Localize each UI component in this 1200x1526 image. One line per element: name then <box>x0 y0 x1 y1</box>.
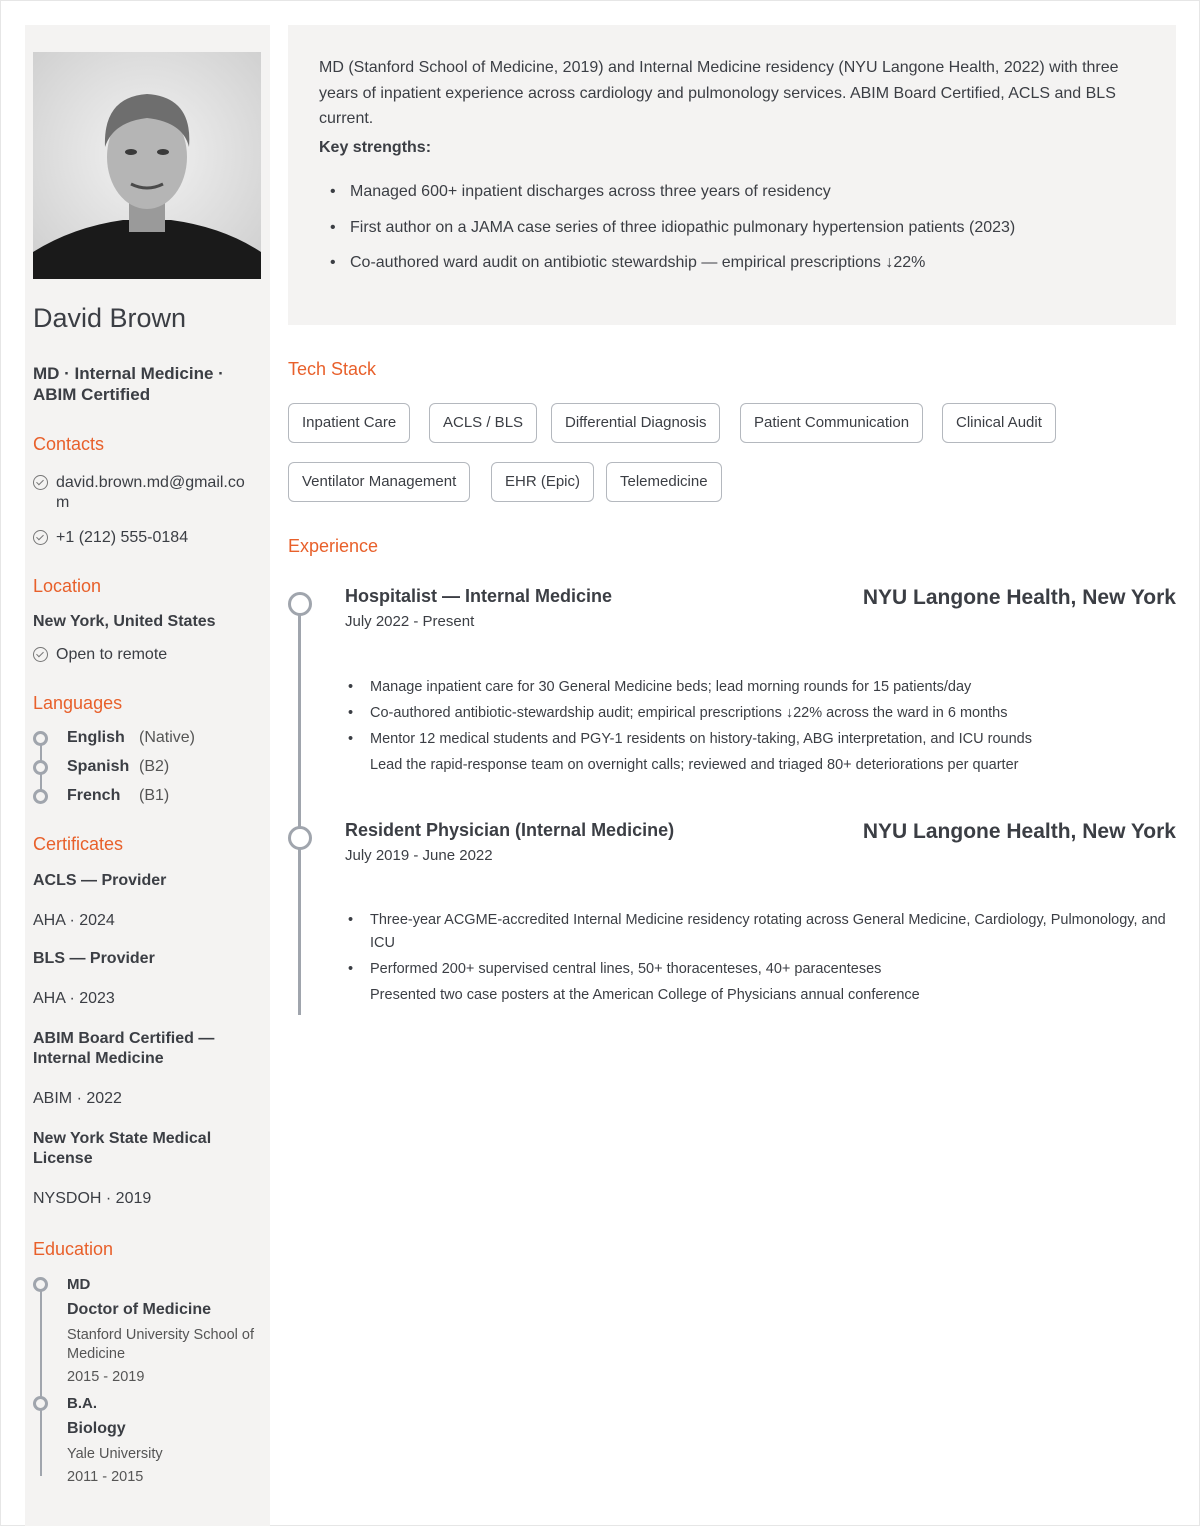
strength-item: • Managed 600+ inpatient discharges across three years of residency <box>330 183 831 200</box>
timeline-node <box>33 760 48 775</box>
remote-text: Open to remote <box>56 646 168 663</box>
sidebar <box>25 25 270 1526</box>
job-dates: July 2019 - June 2022 <box>345 847 493 864</box>
candidate-name: David Brown <box>33 303 187 333</box>
email-text: david.brown.md@gmail.com <box>56 474 245 511</box>
strength-text: First author on a JAMA case series of three idiopathic pulmonary hypertension patients (2023) <box>350 219 1016 236</box>
job-bullet: • Co-authored antibiotic-stewardship audit; empirical prescriptions ↓22% across the ward in 6 months <box>348 702 1168 725</box>
location-heading: Location <box>33 576 102 596</box>
strength-text: Co-authored ward audit on antibiotic stewardship — empirical prescriptions ↓22% <box>350 254 926 271</box>
remote-status <box>33 645 167 665</box>
strengths-heading: Key strengths: <box>319 139 432 156</box>
language-item <box>33 729 195 747</box>
certificates-heading: Certificates <box>33 834 124 854</box>
skill-chip: EHR (Epic) <box>491 462 594 502</box>
skill-chip: Clinical Audit <box>942 403 1056 443</box>
education-degree: MD <box>67 1276 91 1293</box>
skill-chip: Telemedicine <box>606 462 722 502</box>
certificate-issuer: AHA · 2023 <box>33 990 115 1007</box>
check-circle-icon <box>33 647 48 662</box>
job-bullet: • Performed 200+ supervised central lines, 50+ thoracenteses, 40+ paracenteses <box>348 958 1168 981</box>
check-circle-icon <box>33 475 48 490</box>
job-bullet: • Manage inpatient care for 30 General Medicine beds; lead morning rounds for 15 patients/day <box>348 676 1168 699</box>
education-field: Biology <box>67 1420 126 1437</box>
education-timeline <box>40 1288 42 1476</box>
language-level: (Native) <box>139 729 196 746</box>
job-title: Resident Physician (Internal Medicine) <box>345 820 675 840</box>
bullet-text: Three-year ACGME-accredited Internal Medicine residency rotating across General Medicine, Cardiology, Pulmonology, and ICU <box>370 912 1166 951</box>
job-bullet: • Three-year ACGME-accredited Internal Medicine residency rotating across General Medicine, Cardiology, Pulmonology, and ICU <box>348 909 1168 955</box>
skill-chip: ACLS / BLS <box>429 403 537 443</box>
language-level: (B1) <box>139 787 170 804</box>
skill-chip: Patient Communication <box>740 403 923 443</box>
bullet-text: Mentor 12 medical students and PGY-1 residents on history-taking, ABG interpretation, and ICU rounds <box>370 731 1032 747</box>
phone-text: +1 (212) 555-0184 <box>56 529 189 546</box>
education-heading: Education <box>33 1239 114 1259</box>
check-circle-icon <box>33 530 48 545</box>
education-school: Yale University <box>67 1446 163 1462</box>
strength-item: • First author on a JAMA case series of three idiopathic pulmonary hypertension patients (2023) <box>330 219 1016 236</box>
certificate-issuer: ABIM · 2022 <box>33 1090 122 1107</box>
summary-panel <box>288 25 1176 325</box>
contact-email[interactable] <box>33 473 258 513</box>
certificate-name: BLS — Provider <box>33 950 155 967</box>
certificate-issuer: AHA · 2024 <box>33 912 115 929</box>
strength-item: • Co-authored ward audit on antibiotic stewardship — empirical prescriptions ↓22% <box>330 254 926 271</box>
skill-chip: Ventilator Management <box>288 462 470 502</box>
language-name: Spanish <box>67 758 130 775</box>
job-title: Hospitalist — Internal Medicine <box>345 586 613 606</box>
timeline-node <box>288 592 312 616</box>
skill-chip: Inpatient Care <box>288 403 410 443</box>
timeline-node <box>33 789 48 804</box>
language-item <box>33 758 169 776</box>
job-note: Lead the rapid-response team on overnight calls; reviewed and triaged 80+ deteriorations per quarter <box>370 757 1019 773</box>
contacts-heading: Contacts <box>33 434 105 454</box>
language-item <box>33 787 169 805</box>
profile-photo <box>33 52 261 279</box>
languages-heading: Languages <box>33 693 123 713</box>
contact-phone[interactable] <box>33 528 188 548</box>
certificate-name: ACLS — Provider <box>33 872 167 889</box>
education-years: 2011 - 2015 <box>67 1469 144 1485</box>
education-field: Doctor of Medicine <box>67 1301 212 1318</box>
job-note: Presented two case posters at the American College of Physicians annual conference <box>370 987 920 1003</box>
experience-heading: Experience <box>288 536 379 556</box>
job-organization: NYU Langone Health, New York <box>862 586 1176 609</box>
job-organization: NYU Langone Health, New York <box>862 820 1176 843</box>
timeline-node <box>33 1396 48 1411</box>
strength-text: Managed 600+ inpatient discharges across three years of residency <box>350 183 831 200</box>
certificate-name: ABIM Board Certified — Internal Medicine <box>33 1030 215 1067</box>
job-dates: July 2022 - Present <box>345 613 475 630</box>
language-name: English <box>67 729 125 746</box>
skill-chip: Differential Diagnosis <box>551 403 720 443</box>
location-text: New York, United States <box>33 613 216 630</box>
timeline-node <box>288 826 312 850</box>
timeline-node <box>33 1277 48 1292</box>
education-degree: B.A. <box>67 1395 97 1412</box>
language-level: (B2) <box>139 758 170 775</box>
experience-timeline <box>298 605 301 1015</box>
timeline-node <box>33 731 48 746</box>
certificate-name: New York State Medical License <box>33 1130 212 1167</box>
bullet-text: Co-authored antibiotic-stewardship audit; empirical prescriptions ↓22% across the ward in 6 months <box>370 705 1008 721</box>
bullet-text: Manage inpatient care for 30 General Medicine beds; lead morning rounds for 15 patients/day <box>370 679 972 695</box>
bullet-text: Performed 200+ supervised central lines, 50+ thoracenteses, 40+ paracenteses <box>370 961 882 977</box>
language-name: French <box>67 787 121 804</box>
tech-stack-heading: Tech Stack <box>288 359 377 379</box>
summary-text: MD (Stanford School of Medicine, 2019) and Internal Medicine residency (NYU Langone Health, 2022) with three years of inpatient experience across cardiology and pulmonology services. ABIM Board Certified, ACLS and BLS current. <box>319 59 1119 127</box>
education-years: 2015 - 2019 <box>67 1369 145 1385</box>
certificate-issuer: NYSDOH · 2019 <box>33 1190 152 1207</box>
education-school: Stanford University School of Medicine <box>67 1327 254 1362</box>
job-bullet: • Mentor 12 medical students and PGY-1 residents on history-taking, ABG interpretation, and ICU rounds <box>348 728 1168 751</box>
candidate-subtitle: MD · Internal Medicine · ABIM Certified <box>33 364 224 404</box>
